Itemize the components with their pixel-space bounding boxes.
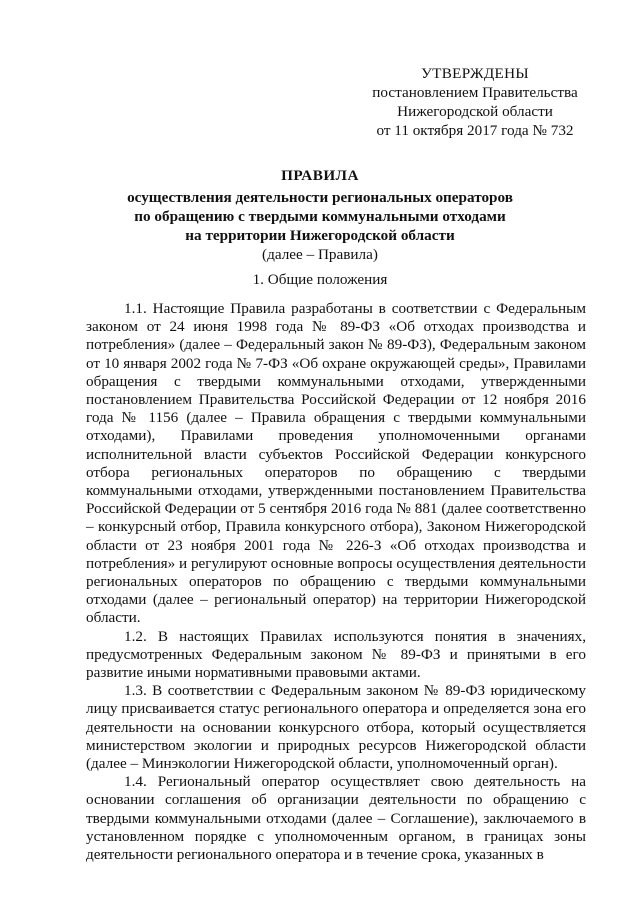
paragraph-1-1: 1.1. Настоящие Правила разработаны в соответствии с Федеральным законом от 24 июня 1998 года № 89-ФЗ «Об отходах производства и потребления» (далее – Федеральный закон № 89-ФЗ), Федеральным законом от 10 января 2002 года № 7-ФЗ «Об охране окружающей среды», Правилами обращения с твердыми коммунальными отходами, утвержденными постановлением Правительства Российской Федерации от 12 ноября 2016 года № 1156 (далее – Правила обращения с твердыми коммунальными отходами), Правилами проведения уполномоченными органами исполнительной власти субъектов Российской Федерации конкурсного отбора региональных операторов по обращению с твердыми коммунальными отходами, утвержденными постановлением Правительства Российской Федерации от 5 сентября 2016 года № 881 (далее соответственно – конкурсный отбор, Правила конкурсного отбора), Законом Нижегородской области от 23 ноября 2001 года № 226-З «Об отходах производства и потребления» и регулируют основные вопросы осуществления деятельности региональных операторов по обращению с твердыми коммунальными отходами (далее – региональный оператор) на территории Нижегородской области.: [86, 300, 586, 627]
approval-issuer: постановлением Правительства: [372, 84, 578, 101]
section-heading: 1. Общие положения: [252, 271, 388, 288]
document-title: [80, 166, 560, 264]
approval-date: от 11 октября 2017 года № 732: [376, 122, 574, 139]
paragraph-1-4: 1.4. Региональный оператор осуществляет свою деятельность на основании соглашения об организации деятельности по обращению с твердыми коммунальными отходами (далее – Соглашение), заключаемого в установленном порядке с уполномоченным органом, в границах зоны деятельности регионального оператора и в течение срока, указанных в: [86, 773, 586, 864]
title-note: (далее – Правила): [262, 246, 378, 263]
title-line-1: осуществления деятельности региональных операторов: [127, 189, 513, 206]
approval-region: Нижегородской области: [397, 103, 553, 120]
approval-title: УТВЕРЖДЕНЫ: [421, 65, 529, 82]
approval-stamp: [330, 64, 620, 140]
document-body: [86, 300, 586, 864]
paragraph-1-2: 1.2. В настоящих Правилах используются понятия в значениях, предусмотренных Федеральным законом № 89-ФЗ и принятыми в его развитие иными нормативными правовыми актами.: [86, 627, 586, 682]
title-line-2: по обращению с твердыми коммунальными отходами: [134, 208, 506, 225]
paragraph-1-3: 1.3. В соответствии с Федеральным законом № 89-ФЗ юридическому лицу присваивается статус регионального оператора и определяется зона его деятельности на основании конкурсного отбора, который осуществляется министерством экологии и природных ресурсов Нижегородской области (далее – Минэкологии Нижегородской области, уполномоченный орган).: [86, 682, 586, 773]
title-main: ПРАВИЛА: [281, 167, 359, 184]
title-line-3: на территории Нижегородской области: [185, 227, 455, 244]
